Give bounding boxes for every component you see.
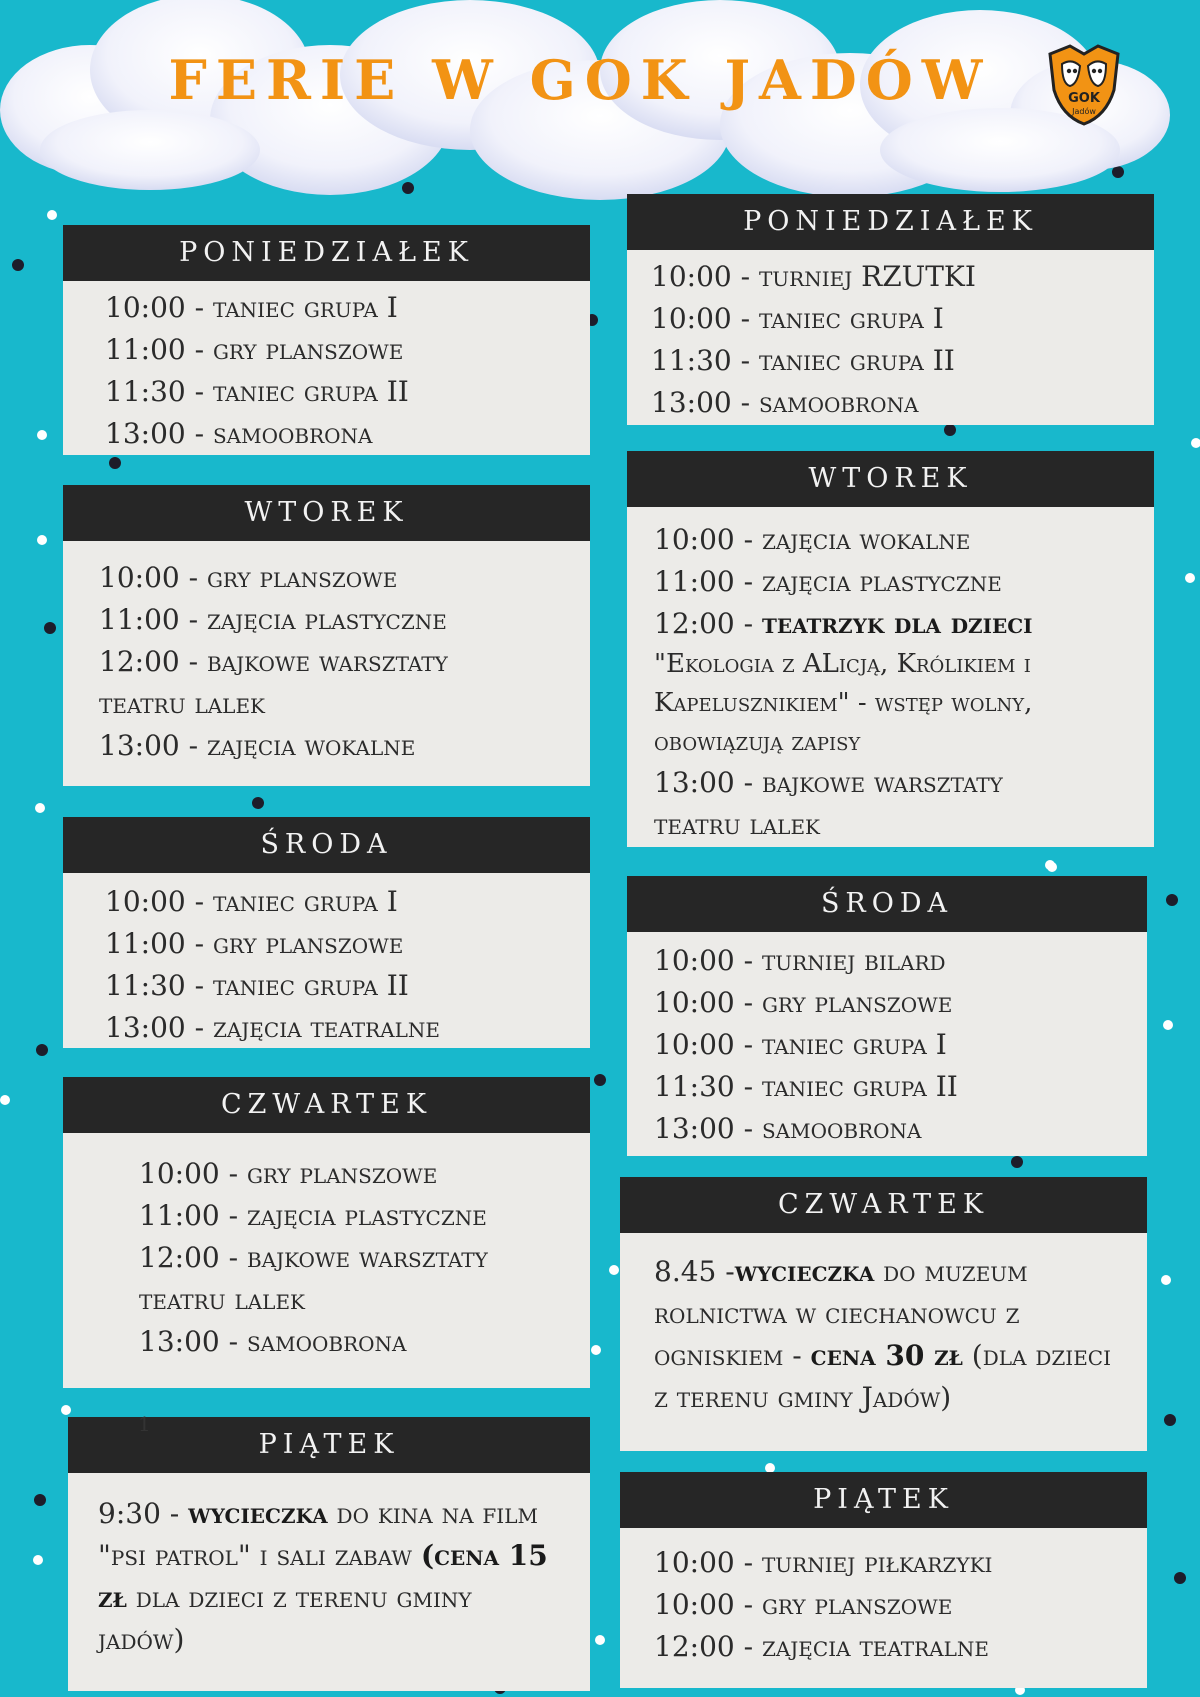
schedule-item: 13:00 - zajęcia wokalne: [99, 729, 416, 762]
day-header: CZWARTEK: [620, 1177, 1147, 1233]
snow-dot: [109, 457, 121, 469]
schedule-item: 10:00 - gry planszowe: [99, 561, 398, 594]
trip-label: wycieczka: [188, 1497, 328, 1530]
snow-dot: [944, 424, 956, 436]
schedule-item: 13:00 - samoobrona: [654, 1112, 922, 1145]
schedule-item: 11:00 - zajęcia plastyczne: [139, 1199, 487, 1232]
schedule-item: 10:00 - gry planszowe: [654, 986, 953, 1019]
snow-dot: [1174, 1572, 1186, 1584]
schedule-item: 10:00 - turniej piłkarzyki: [654, 1546, 993, 1579]
snow-dot: [594, 1074, 606, 1086]
schedule-item: 11:30 - taniec grupa II: [654, 1070, 958, 1103]
snow-dot: [1191, 438, 1200, 448]
logo-text: GOK: [1068, 91, 1100, 106]
snow-dot: [1163, 1020, 1173, 1030]
theatre-masks-logo-icon: [1040, 40, 1128, 128]
week2-friday-card: [620, 1472, 1147, 1688]
week2-thursday-card: [620, 1177, 1147, 1451]
day-header: PIĄTEK: [620, 1472, 1147, 1528]
snow-dot: [0, 1095, 10, 1105]
trip-description: [654, 1251, 1133, 1419]
schedule-item: 10:00 - zajęcia wokalne: [654, 523, 971, 556]
schedule-item: 10:00 - taniec grupa I: [105, 885, 398, 918]
trip-description: [98, 1493, 564, 1661]
week1-wednesday-card: [63, 817, 590, 1048]
schedule-item: 11:30 - taniec grupa II: [105, 375, 409, 408]
schedule-item: 10:00 - taniec grupa I: [654, 1028, 947, 1061]
schedule-item: 10:00 - turniej bilard: [654, 944, 946, 977]
schedule-item: 11:00 - gry planszowe: [105, 927, 404, 960]
schedule-item: 11:30 - taniec grupa II: [105, 969, 409, 1002]
schedule-item: 12:00 - zajęcia teatralne: [654, 1630, 989, 1663]
snow-dot: [44, 622, 56, 634]
schedule-item: 12:00 - bajkowe warsztaty: [99, 645, 448, 678]
schedule-item: 12:00 - bajkowe warsztaty: [139, 1241, 488, 1274]
day-header: WTOREK: [627, 451, 1154, 507]
schedule-item: teatru lalek: [654, 808, 820, 841]
snow-dot: [252, 797, 264, 809]
schedule-item: 10:00 - taniec grupa I: [651, 302, 944, 335]
day-header: PIĄTEK: [68, 1417, 590, 1473]
snow-dot: [37, 430, 47, 440]
snow-dot: [12, 259, 24, 271]
snow-dot: [1045, 860, 1055, 870]
snow-dot: [1185, 573, 1195, 583]
snow-dot: [35, 803, 45, 813]
page-title: FERIE W GOK JADÓW: [168, 48, 992, 112]
schedule-item: teatru lalek: [99, 687, 265, 720]
schedule-item: 13:00 - bajkowe warsztaty: [654, 766, 1003, 799]
day-header: PONIEDZIAŁEK: [627, 194, 1154, 250]
week1-monday-card: [63, 225, 590, 455]
week2-wednesday-card: [627, 876, 1147, 1156]
schedule-item: 11:00 - zajęcia plastyczne: [99, 603, 447, 636]
play-title: "Ekologia z ALicją, Królikiem i Kapelusznikiem" - wstęp wolny, obowiązują zapisy: [654, 649, 1033, 757]
play-label: teatrzyk dla dzieci: [761, 607, 1033, 640]
snow-dot: [1166, 894, 1178, 906]
snow-dot: [36, 1044, 48, 1056]
schedule-item: 10:00 - turniej RZUTKI: [651, 260, 976, 293]
snow-dot: [61, 1405, 71, 1415]
snow-dot: [609, 1265, 619, 1275]
snow-dot: [1164, 1414, 1176, 1426]
logo-subtext: Jadów: [1072, 107, 1096, 116]
snow-dot: [591, 1345, 601, 1355]
week2-monday-card: [627, 194, 1154, 425]
day-header: PONIEDZIAŁEK: [63, 225, 590, 281]
snow-dot: [33, 1555, 43, 1565]
trip-price: cena 30 zł: [810, 1339, 963, 1372]
trip-note: dla dzieci z terenu gminy jadów): [98, 1581, 472, 1656]
day-header: ŚRODA: [63, 817, 590, 873]
snow-dot: [34, 1494, 46, 1506]
schedule-item: teatru lalek: [139, 1283, 305, 1316]
snow-dot: [595, 1635, 605, 1645]
schedule-item: 13:00 - samoobrona: [105, 417, 373, 450]
schedule-item: 11:00 - gry planszowe: [105, 333, 404, 366]
schedule-item: 13:00 - samoobrona: [651, 386, 919, 419]
week1-tuesday-card: [63, 485, 590, 786]
schedule-item: 13:00 - samoobrona: [139, 1325, 407, 1358]
schedule-item: 13:00 - zajęcia teatralne: [105, 1011, 440, 1044]
trip-destination: do kina na film "psi patrol" i sali zabaw: [98, 1497, 538, 1572]
week1-friday-card: [68, 1417, 590, 1691]
week2-tuesday-card: [627, 451, 1154, 847]
day-header: ŚRODA: [627, 876, 1147, 932]
trip-label: wycieczka: [734, 1255, 875, 1288]
week1-thursday-card: [63, 1077, 590, 1388]
schedule-item: [654, 603, 1140, 645]
trip-price: (cena 15 zł: [98, 1539, 548, 1614]
trip-destination: do muzeum rolnictwa w ciechanowcu z ogniskiem -: [654, 1255, 1028, 1372]
snow-dot: [1011, 1156, 1023, 1168]
trip-time: 9:30 -: [98, 1497, 189, 1530]
trip-note: (dla dzieci z terenu gminy Jadów): [654, 1339, 1112, 1414]
play-time: 12:00 -: [654, 607, 762, 640]
schedule-item: 11:00 - zajęcia plastyczne: [654, 565, 1002, 598]
snow-dot: [37, 535, 47, 545]
schedule-item: 10:00 - gry planszowe: [139, 1157, 438, 1190]
snow-dot: [1161, 1275, 1171, 1285]
trip-time: 8.45 -: [654, 1255, 735, 1288]
stray-mark: 1: [138, 1412, 151, 1436]
schedule-item: 10:00 - taniec grupa I: [105, 291, 398, 324]
schedule-item: 10:00 - gry planszowe: [654, 1588, 953, 1621]
day-header: WTOREK: [63, 485, 590, 541]
day-header: CZWARTEK: [63, 1077, 590, 1133]
schedule-item: 11:30 - taniec grupa II: [651, 344, 955, 377]
